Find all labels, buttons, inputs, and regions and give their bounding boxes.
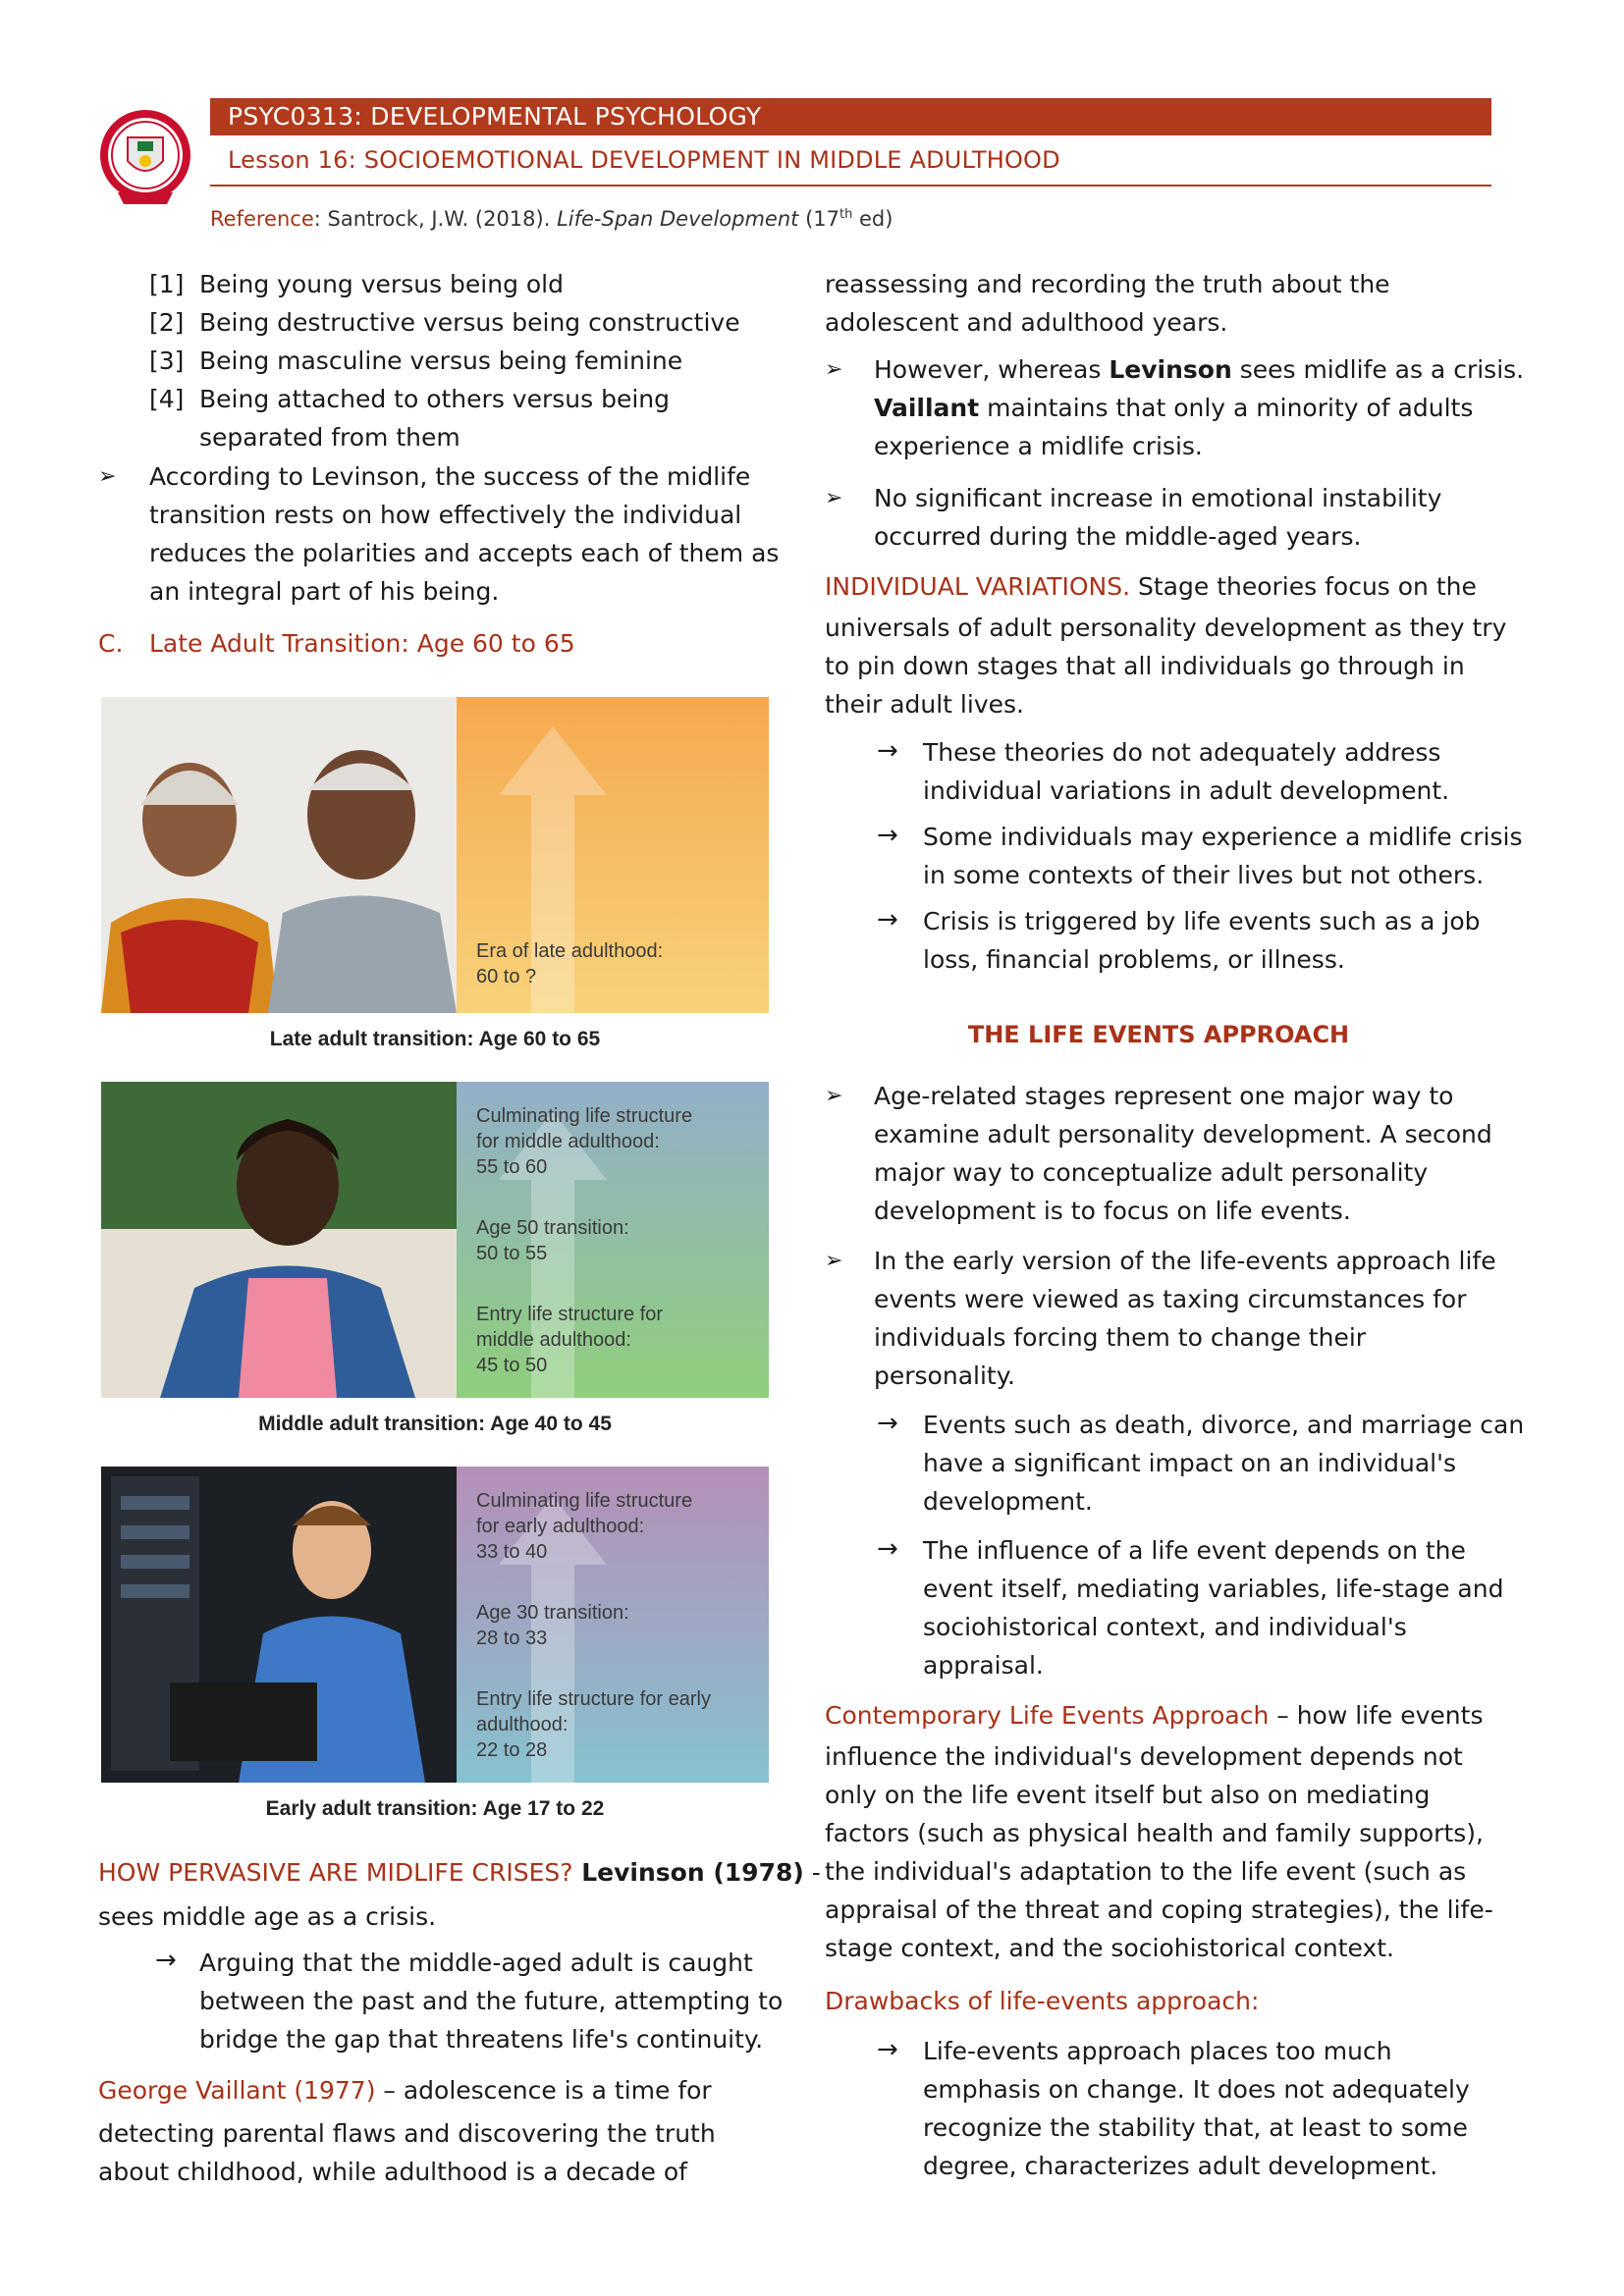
drawbacks-line: degree, characterizes adult development. — [923, 2152, 1438, 2180]
contemporary-line: appraisal of the threat and coping strategies), the life- — [825, 1896, 1493, 1924]
bullet-arrow-icon: ➢ — [825, 1249, 843, 1273]
no-significant-line: No significant increase in emotional instability — [874, 484, 1442, 512]
midlife-crises-heading: HOW PERVASIVE ARE MIDLIFE CRISES? — [98, 1858, 573, 1887]
stage-label: for middle adulthood: — [476, 1131, 660, 1152]
polarity-item: Being young versus being old — [199, 270, 564, 298]
however-text: sees midlife as a crisis. — [1231, 355, 1525, 384]
vaillant-paragraph — [98, 2071, 712, 2109]
elderly-couple-photo — [101, 697, 457, 1013]
levinson-line: transition rests on how effectively the individual — [149, 501, 742, 529]
age-related-line: development is to focus on life events. — [874, 1197, 1351, 1225]
stage-age-range: 45 to 50 — [476, 1355, 548, 1376]
crises-arrow-line: Arguing that the middle-aged adult is caught — [199, 1949, 753, 1977]
events-point-line: have a significant impact on an individual's — [923, 1449, 1456, 1477]
contemporary-line: factors (such as physical health and family supports), — [825, 1819, 1484, 1847]
however-text: maintains that only a minority of adults — [979, 394, 1474, 422]
continued-line: adolescent and adulthood years. — [825, 308, 1228, 337]
contemporary-line: influence the individual's development depends not — [825, 1742, 1463, 1771]
variation-point-line: Some individuals may experience a midlife crisis — [923, 823, 1523, 851]
contemporary-text: – how life events — [1269, 1701, 1484, 1730]
drawbacks-heading: Drawbacks of life-events approach: — [825, 1987, 1260, 2015]
stage-label: Era of late adulthood: — [476, 940, 664, 962]
contemporary-paragraph — [825, 1696, 1483, 1735]
crises-arrow-line: between the past and the future, attempting to — [199, 1987, 784, 2015]
vaillant-heading: George Vaillant (1977) — [98, 2076, 376, 2105]
bullet-arrow-icon: ➢ — [98, 464, 117, 489]
vaillant-line: about childhood, while adulthood is a decade of — [98, 2158, 687, 2186]
stage-age-range: 28 to 33 — [476, 1628, 548, 1649]
reference-book-title: Life-Span Development — [557, 207, 799, 231]
events-point-line: appraisal. — [923, 1651, 1044, 1680]
levinson-line: According to Levinson, the success of the midlife — [149, 462, 751, 491]
however-text: However, whereas — [874, 355, 1110, 384]
bullet-arrow-icon: ➢ — [825, 1084, 843, 1108]
reference-edition-end: ed) — [852, 207, 893, 231]
individual-variations-heading: INDIVIDUAL VARIATIONS. — [825, 572, 1131, 601]
right-arrow-icon: → — [877, 736, 898, 766]
levinson-line: reduces the polarities and accepts each of them as — [149, 539, 780, 567]
right-arrow-icon: → — [877, 2035, 898, 2064]
stage-label: middle adulthood: — [476, 1329, 631, 1351]
university-seal-logo — [98, 102, 192, 212]
contemporary-line: only on the life event itself but also on mediating — [825, 1781, 1431, 1809]
figure-middle-adulthood — [101, 1082, 769, 1398]
reference-edition: (17 — [798, 207, 839, 231]
crises-arrow-line: bridge the gap that threatens life's continuity. — [199, 2025, 764, 2054]
drawbacks-line: Life-events approach places too much — [923, 2037, 1392, 2065]
midlife-crises-paragraph — [98, 1853, 821, 1892]
right-arrow-icon: → — [877, 905, 898, 934]
section-c-title: Late Adult Transition: Age 60 to 65 — [149, 629, 575, 658]
contemporary-heading: Contemporary Life Events Approach — [825, 1701, 1270, 1730]
right-arrow-icon: → — [877, 1409, 898, 1438]
early-version-line: In the early version of the life-events approach life — [874, 1247, 1496, 1275]
variation-point-line: in some contexts of their lives but not others. — [923, 861, 1485, 889]
age-related-line: examine adult personality development. A second — [874, 1120, 1492, 1148]
variation-point-line: These theories do not adequately address — [923, 738, 1441, 767]
individual-variations-line: universals of adult personality development as they try — [825, 614, 1507, 642]
stage-age-range: 55 to 60 — [476, 1156, 548, 1178]
vaillant-line: detecting parental flaws and discovering the truth — [98, 2119, 716, 2148]
figure-caption: Late adult transition: Age 60 to 65 — [269, 1028, 601, 1050]
bullet-arrow-icon: ➢ — [825, 357, 843, 382]
variation-point-line: loss, financial problems, or illness. — [923, 945, 1345, 974]
bullet-arrow-icon: ➢ — [825, 486, 843, 510]
stage-label: Culminating life structure — [476, 1105, 693, 1127]
right-arrow-icon: → — [877, 1534, 898, 1564]
however-line — [874, 389, 1473, 427]
dash: - — [803, 1858, 821, 1887]
polarity-number: [1] — [149, 270, 185, 298]
polarity-number: [4] — [149, 385, 185, 413]
reference-line — [210, 200, 893, 234]
stage-label: Entry life structure for — [476, 1304, 664, 1325]
figure-late-adulthood — [101, 697, 769, 1013]
events-point-line: event itself, mediating variables, life-stage and — [923, 1575, 1504, 1603]
events-point-line: sociohistorical context, and individual's — [923, 1613, 1407, 1641]
section-c-letter: C. — [98, 629, 124, 658]
continued-line: reassessing and recording the truth about the — [825, 270, 1390, 298]
no-significant-line: occurred during the middle-aged years. — [874, 522, 1362, 551]
events-point-line: development. — [923, 1487, 1093, 1516]
individual-variations-text: Stage theories focus on the — [1130, 572, 1477, 601]
stage-label: adulthood: — [476, 1714, 568, 1735]
variation-point-line: Crisis is triggered by life events such as a job — [923, 907, 1481, 935]
stage-label: Entry life structure for early — [476, 1688, 711, 1710]
contemporary-line: stage context, and the sociohistorical context. — [825, 1934, 1394, 1962]
course-title: PSYC0313: DEVELOPMENTAL PSYCHOLOGY — [228, 102, 762, 131]
polarity-item-continued: separated from them — [199, 423, 460, 452]
individual-variations-paragraph — [825, 567, 1477, 606]
individual-variations-line: to pin down stages that all individuals go through in — [825, 652, 1465, 680]
right-arrow-icon: → — [155, 1946, 177, 1975]
reference-label: Reference — [210, 207, 314, 231]
polarity-item: Being attached to others versus being — [199, 385, 670, 413]
levinson-name: Levinson — [1109, 355, 1232, 384]
levinson-citation: Levinson (1978) — [572, 1858, 804, 1887]
midlife-crises-line: sees middle age as a crisis. — [98, 1902, 437, 1931]
right-arrow-icon: → — [877, 821, 898, 850]
events-point-line: The influence of a life event depends on the — [923, 1536, 1466, 1565]
stage-label: Age 50 transition: — [476, 1217, 629, 1239]
polarity-number: [3] — [149, 347, 185, 375]
however-line — [874, 350, 1524, 389]
polarity-number: [2] — [149, 308, 185, 337]
stage-label: for early adulthood: — [476, 1516, 645, 1537]
reference-text: : Santrock, J.W. (2018). — [313, 207, 558, 231]
polarity-item: Being masculine versus being feminine — [199, 347, 683, 375]
life-events-heading: THE LIFE EVENTS APPROACH — [967, 1021, 1350, 1048]
variation-point-line: individual variations in adult development. — [923, 776, 1450, 805]
lesson-title: Lesson 16: SOCIOEMOTIONAL DEVELOPMENT IN MIDDLE ADULTHOOD — [228, 146, 1060, 174]
vaillant-text: – adolescence is a time for — [375, 2076, 712, 2105]
early-version-line: individuals forcing them to change their — [874, 1323, 1367, 1352]
figure-caption: Early adult transition: Age 17 to 22 — [265, 1797, 605, 1820]
polarity-item: Being destructive versus being constructive — [199, 308, 740, 337]
contemporary-line: the individual's adaptation to the life event (such as — [825, 1857, 1467, 1886]
drawbacks-line: recognize the stability that, at least to some — [923, 2113, 1468, 2142]
stage-age-range: 50 to 55 — [476, 1243, 548, 1264]
stage-age-range: 22 to 28 — [476, 1739, 548, 1761]
early-version-line: events were viewed as taxing circumstances for — [874, 1285, 1467, 1313]
early-version-line: personality. — [874, 1362, 1015, 1390]
individual-variations-line: their adult lives. — [825, 690, 1024, 719]
levinson-line: an integral part of his being. — [149, 577, 500, 606]
age-related-line: Age-related stages represent one major way to — [874, 1082, 1454, 1110]
however-line: experience a midlife crisis. — [874, 432, 1203, 460]
stage-label: Culminating life structure — [476, 1490, 693, 1512]
age-related-line: major way to conceptualize adult personality — [874, 1158, 1429, 1187]
header-divider — [210, 185, 1491, 187]
reference-edition-sup: th — [839, 207, 853, 222]
events-point-line: Events such as death, divorce, and marriage can — [923, 1411, 1525, 1439]
figure-caption: Middle adult transition: Age 40 to 45 — [258, 1413, 612, 1435]
stage-age-range: 33 to 40 — [476, 1541, 548, 1563]
vaillant-name: Vaillant — [874, 394, 980, 422]
stage-age-range: 60 to ? — [476, 966, 537, 988]
stage-label: Age 30 transition: — [476, 1602, 629, 1624]
figure-early-adulthood — [101, 1467, 769, 1783]
young-man-laptop-photo — [101, 1467, 457, 1783]
drawbacks-line: emphasis on change. It does not adequately — [923, 2075, 1470, 2104]
middle-aged-woman-photo — [101, 1082, 457, 1398]
